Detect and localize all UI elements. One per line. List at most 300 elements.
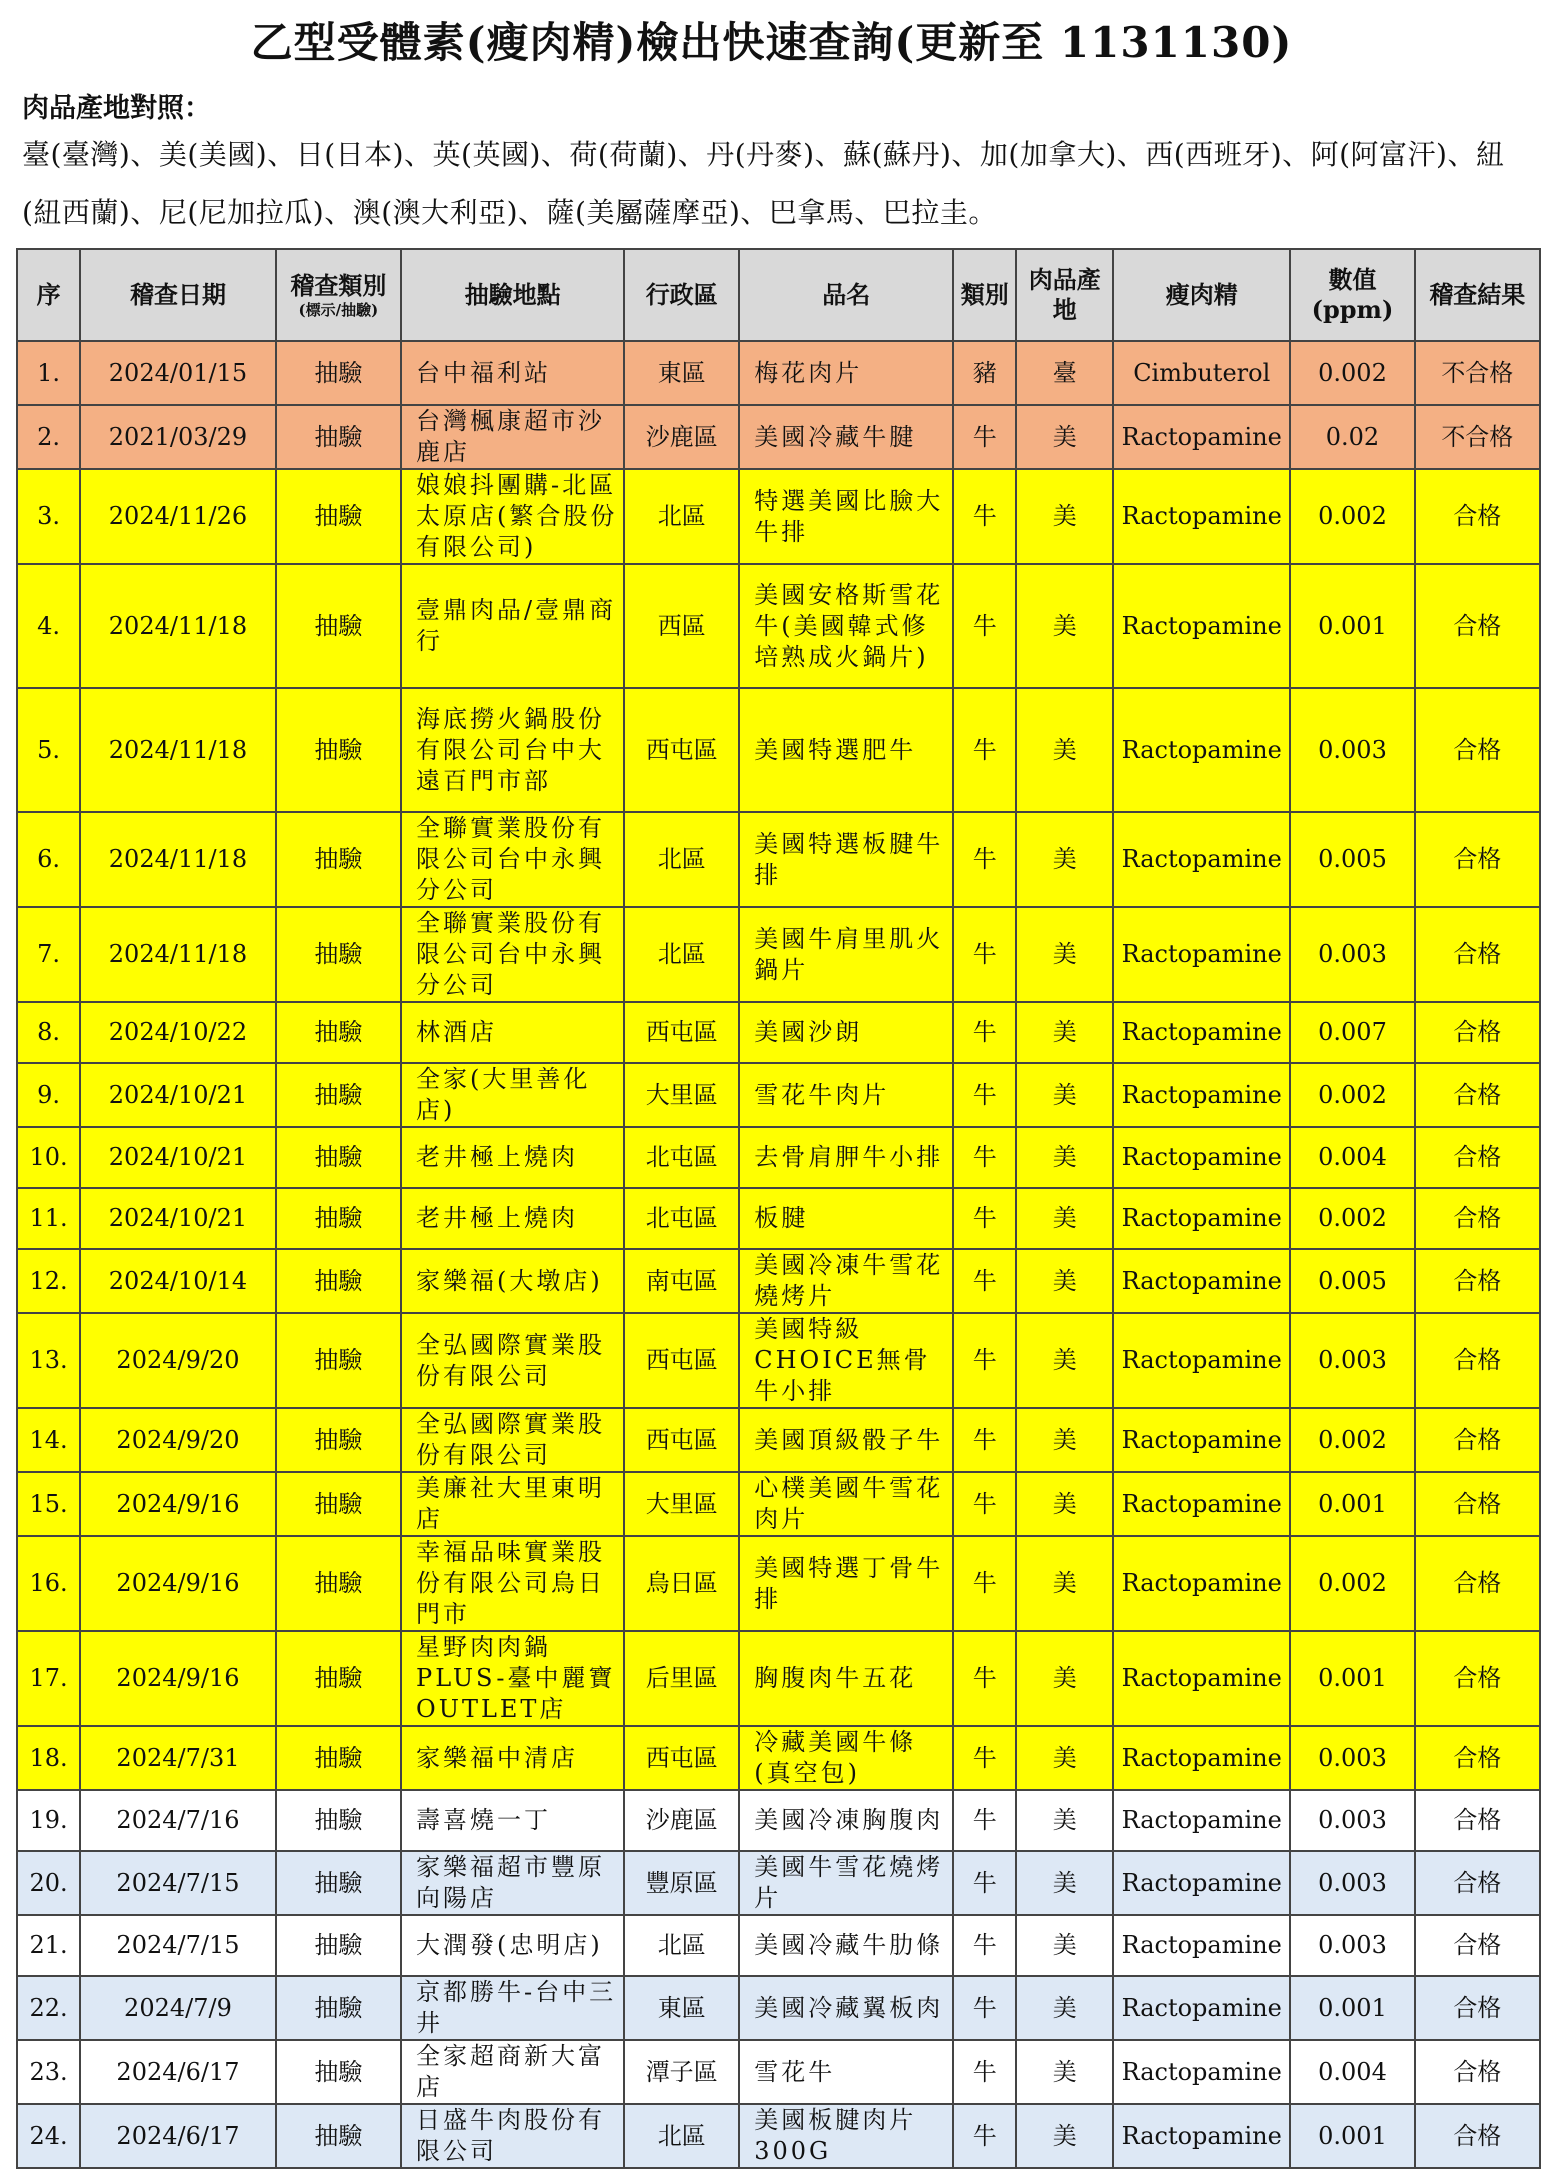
cell-drug: Ractopamine: [1113, 2104, 1290, 2168]
cell-category: 牛: [953, 405, 1016, 469]
cell-origin: 美: [1016, 564, 1113, 688]
cell-seq: 14.: [17, 1408, 80, 1472]
cell-origin: 美: [1016, 1915, 1113, 1976]
cell-seq: 3.: [17, 469, 80, 564]
cell-value: 0.005: [1290, 812, 1414, 907]
header-value: 數值(ppm): [1290, 249, 1414, 341]
cell-origin: 美: [1016, 1851, 1113, 1915]
cell-origin: 美: [1016, 1472, 1113, 1536]
table-row: [17, 2040, 1540, 2104]
cell-district: 東區: [624, 1976, 739, 2040]
cell-category: 牛: [953, 469, 1016, 564]
cell-district: 北區: [624, 907, 739, 1002]
cell-category: 牛: [953, 1976, 1016, 2040]
cell-district: 北區: [624, 2104, 739, 2168]
table-row: [17, 1536, 1540, 1631]
cell-value: 0.001: [1290, 564, 1414, 688]
cell-result: 合格: [1415, 1631, 1540, 1726]
cell-origin: 美: [1016, 1002, 1113, 1063]
cell-value: 0.002: [1290, 341, 1414, 405]
cell-date: 2024/10/21: [80, 1188, 276, 1249]
table-row: [17, 1127, 1540, 1188]
cell-district: 大里區: [624, 1472, 739, 1536]
cell-district: 北屯區: [624, 1188, 739, 1249]
cell-value: 0.02: [1290, 405, 1414, 469]
cell-seq: 23.: [17, 2040, 80, 2104]
table-row: [17, 812, 1540, 907]
cell-district: 西屯區: [624, 1313, 739, 1408]
cell-seq: 1.: [17, 341, 80, 405]
cell-location: 全聯實業股份有限公司台中永興分公司: [401, 907, 624, 1002]
cell-category: 牛: [953, 688, 1016, 812]
cell-result: 合格: [1415, 564, 1540, 688]
cell-type: 抽驗: [276, 1127, 401, 1188]
cell-result: 合格: [1415, 2104, 1540, 2168]
page-title: 乙型受體素(瘦肉精)檢出快速查詢(更新至 1131130): [250, 18, 1293, 67]
cell-type: 抽驗: [276, 2104, 401, 2168]
cell-drug: Ractopamine: [1113, 1408, 1290, 1472]
cell-result: 合格: [1415, 1408, 1540, 1472]
cell-location: 台中福利站: [401, 341, 624, 405]
cell-date: 2024/6/17: [80, 2040, 276, 2104]
header-product: 品名: [739, 249, 953, 341]
cell-value: 0.003: [1290, 1915, 1414, 1976]
cell-type: 抽驗: [276, 1631, 401, 1726]
cell-type: 抽驗: [276, 1313, 401, 1408]
cell-result: 合格: [1415, 1313, 1540, 1408]
cell-date: 2024/11/18: [80, 907, 276, 1002]
cell-district: 東區: [624, 341, 739, 405]
cell-product: 冷藏美國牛條(真空包): [739, 1726, 953, 1790]
cell-date: 2024/01/15: [80, 341, 276, 405]
cell-type: 抽驗: [276, 1976, 401, 2040]
cell-category: 牛: [953, 1790, 1016, 1851]
cell-district: 北屯區: [624, 1127, 739, 1188]
cell-drug: Ractopamine: [1113, 1313, 1290, 1408]
cell-seq: 18.: [17, 1726, 80, 1790]
cell-drug: Ractopamine: [1113, 1536, 1290, 1631]
cell-result: 不合格: [1415, 341, 1540, 405]
cell-category: 牛: [953, 2104, 1016, 2168]
table-row: [17, 688, 1540, 812]
cell-district: 西屯區: [624, 1726, 739, 1790]
cell-location: 全家(大里善化店): [401, 1063, 624, 1127]
cell-seq: 2.: [17, 405, 80, 469]
cell-origin: 美: [1016, 688, 1113, 812]
cell-origin: 美: [1016, 1127, 1113, 1188]
cell-result: 不合格: [1415, 405, 1540, 469]
table-row: [17, 2104, 1540, 2168]
cell-seq: 12.: [17, 1249, 80, 1313]
cell-category: 豬: [953, 341, 1016, 405]
cell-location: 美廉社大里東明店: [401, 1472, 624, 1536]
cell-date: 2024/9/16: [80, 1536, 276, 1631]
cell-date: 2024/10/14: [80, 1249, 276, 1313]
header-type-sub: (標示/抽驗): [298, 301, 379, 319]
cell-district: 西屯區: [624, 1408, 739, 1472]
cell-product: 美國冷凍胸腹肉: [739, 1790, 953, 1851]
cell-drug: Ractopamine: [1113, 1790, 1290, 1851]
cell-district: 北區: [624, 1915, 739, 1976]
cell-district: 西屯區: [624, 1002, 739, 1063]
cell-origin: 美: [1016, 812, 1113, 907]
cell-value: 0.004: [1290, 2040, 1414, 2104]
table-row: [17, 1313, 1540, 1408]
cell-product: 美國特選肥牛: [739, 688, 953, 812]
cell-drug: Ractopamine: [1113, 1472, 1290, 1536]
cell-type: 抽驗: [276, 405, 401, 469]
table-row: [17, 1915, 1540, 1976]
cell-date: 2021/03/29: [80, 405, 276, 469]
header-seq: 序: [17, 249, 80, 341]
cell-result: 合格: [1415, 1790, 1540, 1851]
cell-type: 抽驗: [276, 1536, 401, 1631]
cell-drug: Ractopamine: [1113, 1726, 1290, 1790]
cell-category: 牛: [953, 2040, 1016, 2104]
header-result: 稽查結果: [1415, 249, 1540, 341]
cell-drug: Ractopamine: [1113, 1002, 1290, 1063]
cell-drug: Ractopamine: [1113, 907, 1290, 1002]
cell-district: 北區: [624, 812, 739, 907]
cell-value: 0.002: [1290, 1188, 1414, 1249]
cell-product: 美國冷藏翼板肉: [739, 1976, 953, 2040]
cell-district: 沙鹿區: [624, 405, 739, 469]
cell-category: 牛: [953, 1063, 1016, 1127]
table-row: [17, 1002, 1540, 1063]
cell-type: 抽驗: [276, 688, 401, 812]
cell-category: 牛: [953, 1408, 1016, 1472]
cell-origin: 美: [1016, 1408, 1113, 1472]
cell-result: 合格: [1415, 1188, 1540, 1249]
cell-origin: 美: [1016, 469, 1113, 564]
cell-result: 合格: [1415, 2040, 1540, 2104]
cell-date: 2024/7/31: [80, 1726, 276, 1790]
cell-result: 合格: [1415, 1536, 1540, 1631]
cell-seq: 16.: [17, 1536, 80, 1631]
cell-category: 牛: [953, 1851, 1016, 1915]
cell-date: 2024/10/21: [80, 1063, 276, 1127]
cell-date: 2024/7/15: [80, 1851, 276, 1915]
cell-product: 梅花肉片: [739, 341, 953, 405]
cell-category: 牛: [953, 812, 1016, 907]
cell-value: 0.002: [1290, 1408, 1414, 1472]
cell-seq: 22.: [17, 1976, 80, 2040]
cell-location: 家樂福超市豐原向陽店: [401, 1851, 624, 1915]
cell-origin: 臺: [1016, 341, 1113, 405]
cell-value: 0.003: [1290, 1313, 1414, 1408]
cell-location: 全弘國際實業股份有限公司: [401, 1408, 624, 1472]
cell-location: 星野肉肉鍋PLUS-臺中麗寶OUTLET店: [401, 1631, 624, 1726]
legend-heading: 肉品產地對照：: [22, 93, 211, 124]
cell-result: 合格: [1415, 688, 1540, 812]
cell-date: 2024/11/18: [80, 812, 276, 907]
cell-category: 牛: [953, 1127, 1016, 1188]
cell-product: 美國冷藏牛腱: [739, 405, 953, 469]
cell-district: 潭子區: [624, 2040, 739, 2104]
cell-value: 0.003: [1290, 1726, 1414, 1790]
cell-drug: Ractopamine: [1113, 1851, 1290, 1915]
cell-origin: 美: [1016, 1976, 1113, 2040]
cell-date: 2024/7/15: [80, 1915, 276, 1976]
cell-district: 南屯區: [624, 1249, 739, 1313]
cell-value: 0.001: [1290, 1976, 1414, 2040]
cell-location: 京都勝牛-台中三井: [401, 1976, 624, 2040]
header-district: 行政區: [624, 249, 739, 341]
cell-origin: 美: [1016, 1063, 1113, 1127]
header-type-label: 稽查類別: [290, 271, 387, 300]
cell-result: 合格: [1415, 1002, 1540, 1063]
cell-value: 0.003: [1290, 907, 1414, 1002]
cell-product: 美國牛雪花燒烤片: [739, 1851, 953, 1915]
table-row: [17, 1851, 1540, 1915]
cell-result: 合格: [1415, 1249, 1540, 1313]
cell-drug: Cimbuterol: [1113, 341, 1290, 405]
cell-date: 2024/9/16: [80, 1472, 276, 1536]
cell-result: 合格: [1415, 907, 1540, 1002]
cell-type: 抽驗: [276, 1249, 401, 1313]
cell-location: 全家超商新大富店: [401, 2040, 624, 2104]
cell-drug: Ractopamine: [1113, 1631, 1290, 1726]
cell-drug: Ractopamine: [1113, 688, 1290, 812]
cell-product: 美國特選板腱牛排: [739, 812, 953, 907]
cell-result: 合格: [1415, 1851, 1540, 1915]
cell-location: 海底撈火鍋股份有限公司台中大遠百門市部: [401, 688, 624, 812]
cell-product: 美國冷藏牛肋條: [739, 1915, 953, 1976]
cell-date: 2024/11/18: [80, 564, 276, 688]
cell-category: 牛: [953, 1472, 1016, 1536]
table-row: [17, 341, 1540, 405]
cell-location: 大潤發(忠明店): [401, 1915, 624, 1976]
cell-category: 牛: [953, 1313, 1016, 1408]
cell-value: 0.001: [1290, 2104, 1414, 2168]
cell-location: 壹鼎肉品/壹鼎商行: [401, 564, 624, 688]
cell-drug: Ractopamine: [1113, 1976, 1290, 2040]
cell-seq: 6.: [17, 812, 80, 907]
table-row: [17, 1249, 1540, 1313]
table-row: [17, 1472, 1540, 1536]
cell-seq: 13.: [17, 1313, 80, 1408]
cell-seq: 8.: [17, 1002, 80, 1063]
cell-category: 牛: [953, 907, 1016, 1002]
cell-date: 2024/10/22: [80, 1002, 276, 1063]
cell-product: 雪花牛: [739, 2040, 953, 2104]
inspection-table: [16, 248, 1541, 2169]
cell-drug: Ractopamine: [1113, 812, 1290, 907]
cell-location: 老井極上燒肉: [401, 1127, 624, 1188]
cell-district: 西區: [624, 564, 739, 688]
table-row: [17, 1790, 1540, 1851]
cell-origin: 美: [1016, 405, 1113, 469]
cell-value: 0.003: [1290, 1790, 1414, 1851]
cell-district: 西屯區: [624, 688, 739, 812]
cell-type: 抽驗: [276, 1063, 401, 1127]
cell-origin: 美: [1016, 1313, 1113, 1408]
cell-product: 去骨肩胛牛小排: [739, 1127, 953, 1188]
cell-product: 心樸美國牛雪花肉片: [739, 1472, 953, 1536]
cell-origin: 美: [1016, 1188, 1113, 1249]
cell-product: 特選美國比臉大牛排: [739, 469, 953, 564]
cell-product: 美國板腱肉片300G: [739, 2104, 953, 2168]
cell-date: 2024/11/18: [80, 688, 276, 812]
cell-drug: Ractopamine: [1113, 564, 1290, 688]
cell-result: 合格: [1415, 1472, 1540, 1536]
table-row: [17, 1063, 1540, 1127]
cell-date: 2024/10/21: [80, 1127, 276, 1188]
cell-category: 牛: [953, 1631, 1016, 1726]
cell-location: 幸福品味實業股份有限公司烏日門市: [401, 1536, 624, 1631]
header-origin: 肉品產地: [1016, 249, 1113, 341]
cell-type: 抽驗: [276, 1790, 401, 1851]
cell-category: 牛: [953, 1536, 1016, 1631]
header-drug: 瘦肉精: [1113, 249, 1290, 341]
cell-date: 2024/7/16: [80, 1790, 276, 1851]
cell-seq: 21.: [17, 1915, 80, 1976]
cell-drug: Ractopamine: [1113, 469, 1290, 564]
cell-seq: 15.: [17, 1472, 80, 1536]
cell-value: 0.005: [1290, 1249, 1414, 1313]
cell-location: 台灣楓康超市沙鹿店: [401, 405, 624, 469]
cell-type: 抽驗: [276, 1472, 401, 1536]
cell-product: 美國頂級骰子牛: [739, 1408, 953, 1472]
cell-result: 合格: [1415, 1915, 1540, 1976]
header-category: 類別: [953, 249, 1016, 341]
cell-district: 沙鹿區: [624, 1790, 739, 1851]
cell-product: 美國安格斯雪花牛(美國韓式修培熟成火鍋片): [739, 564, 953, 688]
cell-origin: 美: [1016, 1536, 1113, 1631]
table-row: [17, 1408, 1540, 1472]
cell-district: 豐原區: [624, 1851, 739, 1915]
table-row: [17, 564, 1540, 688]
cell-type: 抽驗: [276, 341, 401, 405]
cell-seq: 7.: [17, 907, 80, 1002]
header-type: [276, 249, 401, 341]
table-row: [17, 1726, 1540, 1790]
cell-type: 抽驗: [276, 1002, 401, 1063]
cell-origin: 美: [1016, 2040, 1113, 2104]
header-location: 抽驗地點: [401, 249, 624, 341]
cell-category: 牛: [953, 1249, 1016, 1313]
cell-product: 板腱: [739, 1188, 953, 1249]
cell-category: 牛: [953, 1002, 1016, 1063]
cell-result: 合格: [1415, 1127, 1540, 1188]
cell-drug: Ractopamine: [1113, 2040, 1290, 2104]
cell-date: 2024/6/17: [80, 2104, 276, 2168]
cell-type: 抽驗: [276, 1726, 401, 1790]
cell-drug: Ractopamine: [1113, 1915, 1290, 1976]
table-row: [17, 1188, 1540, 1249]
cell-district: 烏日區: [624, 1536, 739, 1631]
cell-seq: 20.: [17, 1851, 80, 1915]
table-row: [17, 907, 1540, 1002]
cell-location: 娘娘抖團購-北區太原店(繁合股份有限公司): [401, 469, 624, 564]
cell-value: 0.001: [1290, 1472, 1414, 1536]
cell-seq: 5.: [17, 688, 80, 812]
cell-date: 2024/9/20: [80, 1408, 276, 1472]
cell-result: 合格: [1415, 1726, 1540, 1790]
cell-value: 0.002: [1290, 1536, 1414, 1631]
cell-origin: 美: [1016, 907, 1113, 1002]
cell-seq: 17.: [17, 1631, 80, 1726]
cell-type: 抽驗: [276, 907, 401, 1002]
cell-result: 合格: [1415, 1976, 1540, 2040]
table-header-row: [17, 249, 1540, 341]
cell-type: 抽驗: [276, 1188, 401, 1249]
table-row: [17, 1976, 1540, 2040]
cell-type: 抽驗: [276, 2040, 401, 2104]
table-row: [17, 1631, 1540, 1726]
table-row: [17, 405, 1540, 469]
cell-value: 0.007: [1290, 1002, 1414, 1063]
cell-type: 抽驗: [276, 564, 401, 688]
cell-drug: Ractopamine: [1113, 405, 1290, 469]
cell-value: 0.002: [1290, 1063, 1414, 1127]
cell-seq: 9.: [17, 1063, 80, 1127]
cell-seq: 10.: [17, 1127, 80, 1188]
cell-origin: 美: [1016, 1249, 1113, 1313]
cell-origin: 美: [1016, 2104, 1113, 2168]
cell-drug: Ractopamine: [1113, 1063, 1290, 1127]
cell-location: 家樂福中清店: [401, 1726, 624, 1790]
cell-type: 抽驗: [276, 812, 401, 907]
cell-origin: 美: [1016, 1790, 1113, 1851]
table-body: [17, 341, 1540, 2168]
cell-date: 2024/9/20: [80, 1313, 276, 1408]
cell-value: 0.001: [1290, 1631, 1414, 1726]
cell-location: 家樂福(大墩店): [401, 1249, 624, 1313]
cell-type: 抽驗: [276, 1851, 401, 1915]
cell-drug: Ractopamine: [1113, 1188, 1290, 1249]
cell-seq: 19.: [17, 1790, 80, 1851]
cell-seq: 11.: [17, 1188, 80, 1249]
cell-product: 美國特選丁骨牛排: [739, 1536, 953, 1631]
cell-seq: 4.: [17, 564, 80, 688]
cell-location: 日盛牛肉股份有限公司: [401, 2104, 624, 2168]
table-row: [17, 469, 1540, 564]
cell-origin: 美: [1016, 1726, 1113, 1790]
cell-location: 全聯實業股份有限公司台中永興分公司: [401, 812, 624, 907]
cell-value: 0.003: [1290, 688, 1414, 812]
cell-category: 牛: [953, 1915, 1016, 1976]
cell-type: 抽驗: [276, 1408, 401, 1472]
cell-product: 美國沙朗: [739, 1002, 953, 1063]
cell-date: 2024/7/9: [80, 1976, 276, 2040]
cell-date: 2024/11/26: [80, 469, 276, 564]
cell-date: 2024/9/16: [80, 1631, 276, 1726]
cell-drug: Ractopamine: [1113, 1127, 1290, 1188]
cell-location: 林酒店: [401, 1002, 624, 1063]
cell-category: 牛: [953, 1188, 1016, 1249]
cell-seq: 24.: [17, 2104, 80, 2168]
cell-district: 大里區: [624, 1063, 739, 1127]
cell-product: 雪花牛肉片: [739, 1063, 953, 1127]
cell-category: 牛: [953, 1726, 1016, 1790]
cell-result: 合格: [1415, 812, 1540, 907]
legend-text: 臺(臺灣)、美(美國)、日(日本)、英(英國)、荷(荷蘭)、丹(丹麥)、蘇(蘇丹)、加(加拿大)、西(西班牙)、阿(阿富汗)、紐(紐西蘭)、尼(尼加拉瓜)、澳(澳大利亞)、薩(美屬薩摩亞)、巴拿馬、巴拉圭。: [22, 138, 1505, 229]
cell-category: 牛: [953, 564, 1016, 688]
cell-value: 0.003: [1290, 1851, 1414, 1915]
cell-product: 美國特級CHOICE無骨牛小排: [739, 1313, 953, 1408]
cell-product: 胸腹肉牛五花: [739, 1631, 953, 1726]
cell-location: 全弘國際實業股份有限公司: [401, 1313, 624, 1408]
cell-district: 后里區: [624, 1631, 739, 1726]
cell-drug: Ractopamine: [1113, 1249, 1290, 1313]
cell-value: 0.002: [1290, 469, 1414, 564]
cell-type: 抽驗: [276, 469, 401, 564]
header-date: 稽查日期: [80, 249, 276, 341]
cell-product: 美國牛肩里肌火鍋片: [739, 907, 953, 1002]
cell-product: 美國冷凍牛雪花燒烤片: [739, 1249, 953, 1313]
cell-location: 壽喜燒一丁: [401, 1790, 624, 1851]
